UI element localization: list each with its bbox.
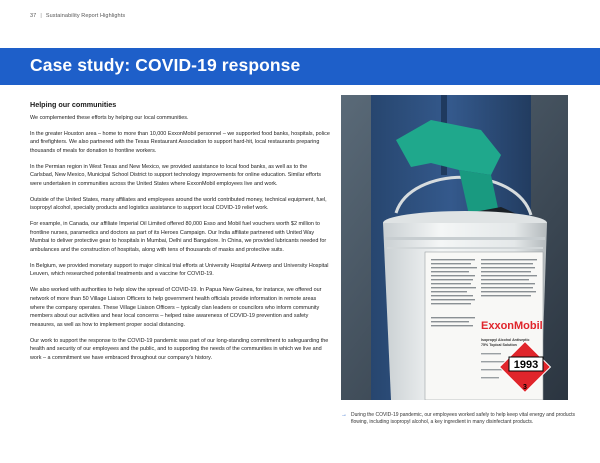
page-title: Case study: COVID-19 response [30, 55, 301, 75]
paragraph: We complemented these efforts by helping our local communities. [30, 115, 189, 121]
photo-caption [341, 412, 577, 426]
section-subheading: Helping our communities [30, 100, 117, 109]
bucket-photo-illustration [341, 95, 568, 400]
product-line-1: Isopropyl Alcohol Antiseptic [481, 338, 530, 342]
article-body [30, 114, 330, 370]
bucket-rib [387, 247, 543, 249]
bucket-rib [385, 237, 545, 240]
product-line-2: 75% Topical Solution [481, 343, 517, 347]
title-banner [0, 48, 600, 85]
caption-text: During the COVID-19 pandemic, our employees worked safely to help keep vital energy and products flowing, including isopropyl alcohol, a key ingredient in many disinfectant products. [351, 412, 576, 425]
arrow-right-icon: → [341, 412, 347, 418]
header-separator: | [40, 13, 42, 19]
paragraph: For example, in Canada, our affiliate Imperial Oil Limited offered 80,000 Esso and Mobil fuel vouchers worth $2 million to frontline nurses, paramedics and doctors as part of its Heroes Campaign. Our India affiliate partnered with United Way Mumbai to deliver protective gear to hospitals in Mumbai, Delhi and Bangalore. In China, we provided lubricants needed for ambulances and the construction of hospitals, along with tens of thousands of masks and protective suits. [30, 220, 327, 254]
brand-logo: ExxonMobil [481, 320, 543, 332]
page-header [30, 13, 125, 19]
paragraph: In Belgium, we provided monetary support to major clinical trial efforts at University Hospital Antwerp and University Hospital Leuven, which researched potential treatments and a vaccine for COVID-19. [30, 262, 329, 278]
photo-worker-with-bucket [341, 95, 568, 400]
paragraph: We also worked with authorities to help slow the spread of COVID-19. In Papua New Guinea, for instance, we offered our network of more than 50 Village Liaison Officers to help government health officials provide information in remote areas where the company operates. These Village Liaison Officers – typically clan leaders or councilors who inform community members about our activities and hear local concerns – helped raise awareness of COVID-19 prevention and safety measures, as well as how to implement proper social distancing. [30, 287, 322, 329]
paragraph: In the greater Houston area – home to more than 10,000 ExxonMobil personnel – we supported food banks, hospitals, police and firefighters. We also partnered with the Texas Restaurant Association to support hard-hit, local restaurants preparing thousands of meals for donation to frontline workers. [30, 130, 330, 155]
paragraph: Our work to support the response to the COVID-19 pandemic was part of our long-standing commitment to safeguarding the health and security of our employees and the public, and to supporting the needs of the communities in which we live and work – a commitment we have embraced throughout our company's history. [30, 337, 329, 362]
paragraph: In the Permian region in West Texas and New Mexico, we provided assistance to local food banks, as well as to the Carlsbad, New Mexico, Municipal School District to support technology improvements for online education. Similar efforts were undertaken in communities across the United States where ExxonMobil employees live and work. [30, 163, 321, 188]
un-number: 1993 [513, 359, 539, 371]
paragraph: Outside of the United States, many affiliates and employees around the world contributed money, technical equipment, fuel, isopropyl alcohol, specialty products and logistics assistance to support local COVID-19 relief work. [30, 196, 327, 212]
page-number: 37 [30, 13, 37, 19]
hazard-class: 3 [523, 384, 527, 391]
section-title: Sustainability Report Highlights [45, 13, 126, 19]
